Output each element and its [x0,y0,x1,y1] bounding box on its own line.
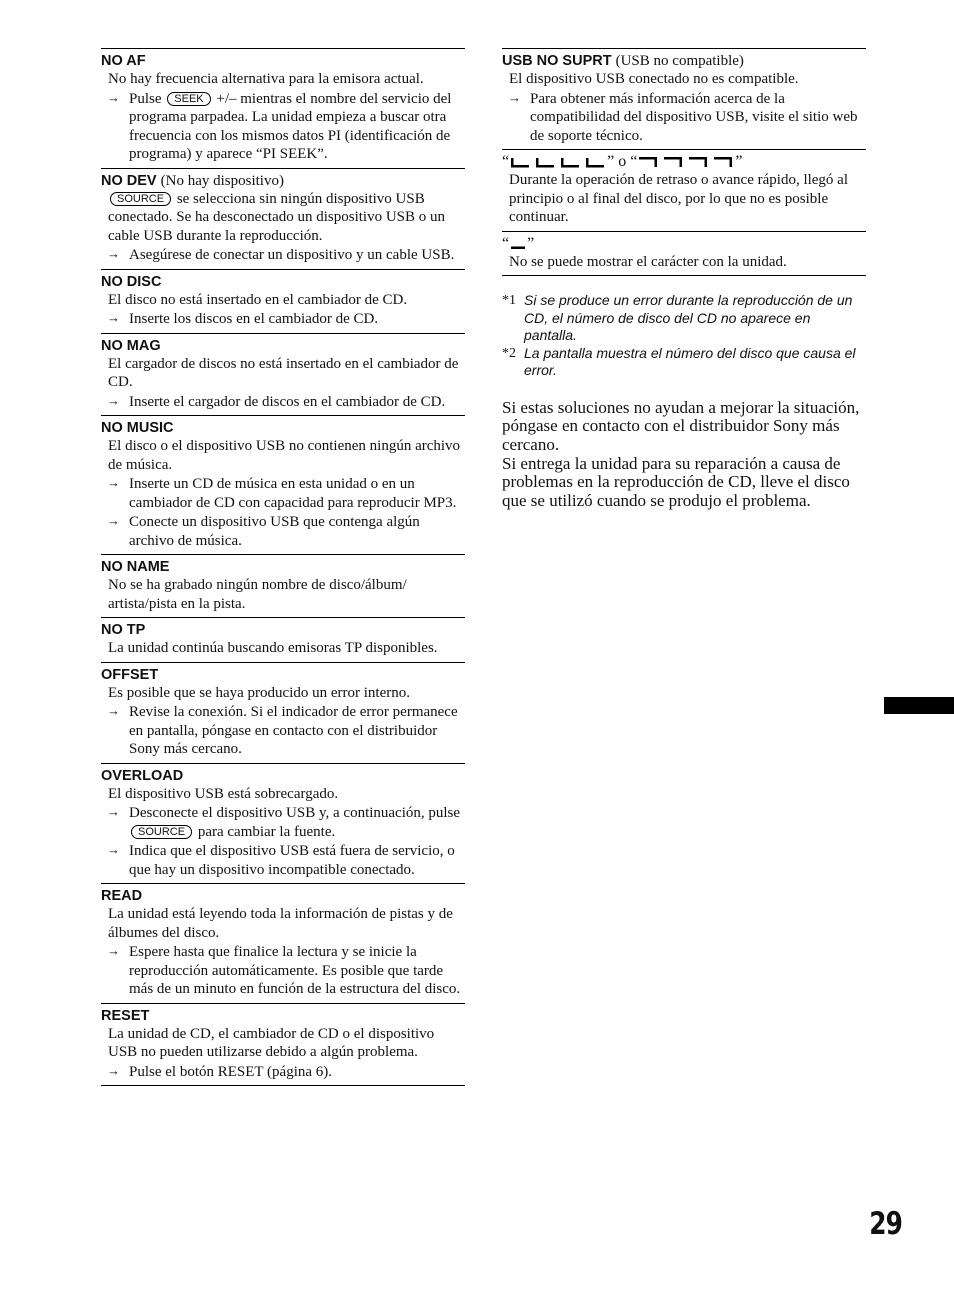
entry-read [101,883,465,1003]
entry-offset [101,662,465,763]
footnotes [502,292,866,380]
entry-code: NO DISC [101,273,162,290]
entry-description: SOURCE se selecciona sin ningún dispositivo USB conectado. Se ha desconectado un dispositivo USB o un cable USB durante la reproducción. [108,190,446,244]
arrow-icon: → [107,703,120,718]
entry-code: NO AF [101,53,146,69]
footnote: *2 La pantalla muestra el número del disco que causa el error. [502,344,856,378]
entry-description: El dispositivo USB conectado no es compatible. [509,71,799,87]
entry-code: READ [101,888,143,904]
entry-no-name [101,554,465,617]
seek-button-label: SEEK [167,92,210,106]
entry-no-dev [101,168,465,269]
entry-description: Es posible que se haya producido un error interno. [108,684,410,701]
entry-action: → Inserte el cargador de discos en el cambiador de CD. [107,392,446,410]
left-column [101,48,465,1086]
entry-reset [101,1003,465,1087]
entry-code: NO DEV (No hay dispositivo) [101,172,284,189]
entry-description: La unidad de CD, el cambiador de CD o el dispositivo USB no pueden utilizarse debido a algún problema. [108,1025,435,1060]
entry-action: → Inserte los discos en el cambiador de CD. [107,310,379,327]
entry-description: La unidad está leyendo toda la información de pistas y de álbumes del disco. [108,906,453,941]
arrow-icon: → [508,89,521,105]
forward-limit-segment-icon [637,156,735,168]
entry-code: NO MUSIC [101,420,174,436]
underscore-segment-icon [509,238,527,250]
arrow-icon: → [107,89,120,105]
right-column [502,48,866,511]
rewind-limit-segment-icon [509,156,607,168]
entry-description: El disco o el dispositivo USB no contienen ningún archivo de música. [108,438,461,473]
entry-action: → Inserte un CD de música en esta unidad o en un cambiador de CD con capacidad para reproducir MP3. [107,475,457,511]
arrow-icon: → [107,392,120,408]
entry-description: No se ha grabado ningún nombre de disco/álbum/ artista/pista en la pista. [108,577,407,612]
entry-no-music [101,415,465,554]
entry-action: → Revise la conexión. Si el indicador de error permanece en pantalla, póngase en contacto con el distribuidor Sony más cercano. [107,703,458,757]
entry-no-mag [101,333,465,416]
entry-description: El dispositivo USB está sobrecargado. [108,785,339,802]
entry-description: No hay frecuencia alternativa para la emisora actual. [108,71,424,87]
entry-usb-no-suprt [502,48,866,149]
entry-action: → Pulse SEEK +/– mientras el nombre del servicio del programa parpadea. La unidad empieza a buscar otra frecuencia con los mismos datos PI (identificación de programa) y aparece “PI SEEK”. [107,89,452,162]
entry-action: → Pulse el botón RESET (página 6). [107,1062,333,1080]
entry-action: → Espere hasta que finalice la lectura y se inicie la reproducción automáticamente. Es posible que tarde más de un minuto en función de la estructura del disco. [107,943,461,997]
entry-code: “ ” o “ ” [502,153,743,170]
entry-code: RESET [101,1007,150,1024]
entry-code: USB NO SUPRT (USB no compatible) [502,53,744,69]
arrow-icon: → [107,842,120,857]
entry-code: OFFSET [101,666,159,683]
arrow-icon: → [107,475,120,490]
source-button-label: SOURCE [131,825,192,839]
entry-code: NO MAG [101,337,161,354]
entry-description: Durante la operación de retraso o avance rápido, llegó al principio o al final del disco, por lo que no es posible continuar. [509,172,849,225]
entry-action: → Desconecte el dispositivo USB y, a continuación, pulse SOURCE para cambiar la fuente. [107,804,461,840]
entry-underscore [502,231,866,277]
entry-description: El cargador de discos no está insertado en el cambiador de CD. [108,355,459,390]
entry-action: → Para obtener más información acerca de la compatibilidad del dispositivo USB, visite el sitio web de soporte técnico. [508,89,858,144]
entry-seek-limit [502,149,866,231]
arrow-icon: → [107,1062,120,1078]
entry-code: NO NAME [101,559,170,575]
closing-paragraph: Si estas soluciones no ayudan a mejorar la situación, póngase en contacto con el distribuidor Sony más cercano. [502,397,860,454]
entry-action: → Asegúrese de conectar un dispositivo y un cable USB. [107,246,455,263]
entry-no-tp [101,617,465,662]
entry-action: → Conecte un dispositivo USB que contenga algún archivo de música. [107,513,420,549]
entry-code: OVERLOAD [101,767,184,784]
page-number: 29 [869,1206,902,1242]
entry-description: No se puede mostrar el carácter con la unidad. [509,253,787,270]
entry-action: → Indica que el dispositivo USB está fuera de servicio, o que hay un dispositivo incompatible conectado. [107,842,455,878]
arrow-icon: → [107,513,120,528]
entry-description: La unidad continúa buscando emisoras TP disponibles. [108,640,438,656]
source-button-label: SOURCE [110,192,171,206]
entry-no-disc [101,269,465,333]
entry-overload [101,763,465,884]
arrow-icon: → [107,310,120,325]
arrow-icon: → [107,943,120,958]
section-tab-marker [884,697,954,714]
closing-paragraph: Si entrega la unidad para su reparación a causa de problemas en la reproducción de CD, lleve el disco que se utilizó cuando se produjo el problema. [502,453,850,511]
arrow-icon: → [107,246,120,261]
entry-description: El disco no está insertado en el cambiador de CD. [108,291,408,308]
entry-code: NO TP [101,622,146,638]
arrow-icon: → [107,804,120,819]
footnote: *1 Si se produce un error durante la reproducción de un CD, el número de disco del CD no aparece en pantalla. [502,292,853,343]
entry-code: “ ” [502,234,535,252]
entry-no-af [101,48,465,168]
